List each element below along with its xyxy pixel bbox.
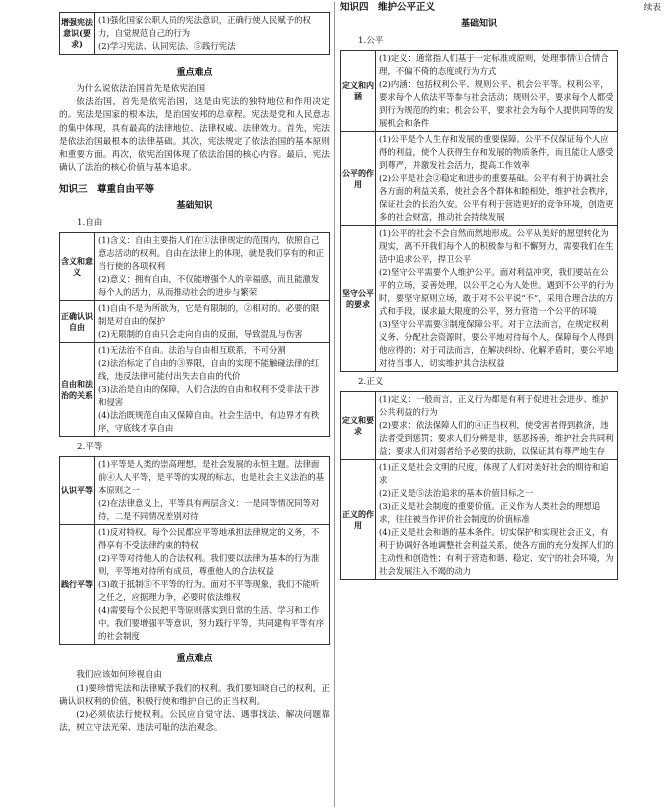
- row-line: (2)法治标定了自由的③界限，自由的实现不能触碰法律的红线，违反法律可能付出失去自由的代价: [98, 358, 320, 382]
- constitution-awareness-table: [59, 12, 330, 55]
- table-row: [341, 392, 618, 460]
- row-line: (1)无法治不自由。法治与自由相互联系，不可分割: [98, 345, 286, 356]
- row-line: (1)定义：一般而言，正义行为都是有利于促进社会进步、维护公共利益的行为: [379, 394, 609, 417]
- table-row: [60, 457, 330, 525]
- column-divider: [334, 2, 335, 807]
- subheading: 2.正义: [358, 377, 384, 387]
- row-header: 正义的作用: [341, 460, 376, 580]
- row-line: (3)敢于抵制⑤不平等的行为。面对不平等现象，我们不能听之任之，应据理力争，必要时依法维权: [98, 579, 320, 603]
- subheading: 1.公平: [358, 36, 384, 46]
- freedom-table: [59, 232, 330, 437]
- row-line: (1)定义：通常指人们基于一定标准或原则，处理事情①合情合理，不偏不倚的态度或行为方式: [379, 53, 609, 76]
- row-header: 认识平等: [60, 457, 95, 525]
- row-body: [95, 233, 330, 301]
- justice-table: [340, 391, 618, 580]
- row-line: (4)法治既规范自由又保障自由。社会生活中，有边界才有秩序，守底线才享自由: [98, 410, 320, 434]
- row-line: (1)公平的社会不会自然而然地形成。公平从美好的愿望转化为现实，离不开我们每个人的积极参与和不懈努力，需要我们在生活中追求公平，捍卫公平: [379, 228, 614, 264]
- left-column: [59, 0, 330, 735]
- row-line: (2)要求：依法保障人们的④正当权利，使受害者得到救济，违法者受到惩罚；要求人们分辨是非，惩恶扬善，维护社会共同利益；要求人们对弱者给予必要的扶助，以保证其有尊严地生存: [379, 420, 614, 456]
- row-line: (1)含义：自由主要指人们在①法律规定的范围内，依照自己意志活动的权利。自由在法律上的体现，就是我们享有的和正当行使的各项权利: [98, 235, 325, 272]
- table-row: [60, 13, 330, 55]
- row-line: (4)正义是社会和谐的基本条件。切实保护和实现社会正义，有利于协调好各地调整社会利益关系，使各方面的充分发挥人们的主动性和创造性；有利于营造和谐、稳定、安宁的社会环境，为社会发展注入不竭的动力: [379, 527, 614, 576]
- row-line: (1)强化国家公职人员的宪法意识，正确行使人民赋予的权力，自觉规范自己的行为: [98, 15, 311, 38]
- key-points-heading: 重点难点: [176, 654, 213, 665]
- equality-table: [59, 456, 330, 645]
- fairness-table: [340, 50, 618, 372]
- row-header: 自由和法治的关系: [60, 343, 95, 437]
- row-header: 含义和意义: [60, 233, 95, 301]
- row-body: [95, 13, 330, 55]
- row-line: (2)在法律意义上，平等具有两层含义：一是同等情况同等对待，二是不同情况差别对待: [98, 498, 320, 522]
- answer-paragraph: 依法治国，首先是依宪治国，这是由宪法的独特地位和作用决定的。宪法是国家的根本法，是治国安邦的总章程。宪法是党和人民意志的集中体现，具有最高的法律地位、法律权威、法律效力。首先，宪法是依法治国最根本的法律基础。其次，宪法规定了依法治国的基本原则和重要方面。再次，依宪治国体现了依法治国的核心内容。最后，宪法确认了法治的核心价值与基本追求。: [59, 97, 330, 174]
- row-line: (1)平等是人类的崇高理想，是社会发展的永恒主题。法律面前④人人平等，是平等的实现的标志，也是社会主义法治的基本原则之一: [98, 459, 325, 496]
- table-row: [341, 226, 618, 372]
- table-row: [60, 525, 330, 645]
- row-line: (2)正义是⑤法治追求的基本价值目标之一: [379, 488, 534, 498]
- row-line: (4)需要每个公民把平等原则落实到日常的生活、学习和工作中。我们要增强平等意识，努力践行平等，共同建构平等有序的社会制度: [98, 605, 325, 642]
- row-header: 定义和内涵: [341, 51, 376, 132]
- row-line: (2)平等对待他人的合法权利。我们要以法律为基本的行为准则，平等地对待所有成员，尊重他人的合法权益: [98, 553, 320, 577]
- section-title: 知识三 尊重自由平等: [59, 184, 155, 196]
- row-header: 定义和要求: [341, 392, 376, 460]
- table-row: [341, 460, 618, 580]
- subheading: 2.平等: [77, 442, 103, 453]
- row-line: (1)自由不是为所欲为，它是有限制的，②相对的。必要的限制是对自由的保护: [98, 303, 320, 327]
- row-line: (3)正义是社会制度的重要价值。正义作为人类社会的理想追求，往往被当作评价社会制度的价值标准: [379, 501, 601, 524]
- answer-paragraph: (1)要珍惜宪法和法律赋予我们的权利。我们要知晓自己的权利，正确认识权利的价值，积极行使和维护自己的正当权利。: [59, 683, 330, 707]
- row-body: [95, 457, 330, 525]
- basic-knowledge-heading: 基础知识: [176, 201, 213, 212]
- basic-knowledge-heading: 基础知识: [460, 19, 497, 29]
- row-body: [376, 460, 618, 580]
- row-body: [95, 301, 330, 343]
- row-body: [376, 392, 618, 460]
- row-line: (2)公平是社会②稳定和进步的重要基础。公平有利于协调社会各方面的利益关系，使社会各个群体和睦相处，维护社会秩序，保证社会的长治久安。公平有利于营造更好的竞争环境，创造更多的社会财富，推动社会持续发展: [379, 173, 614, 222]
- row-body: [376, 132, 618, 226]
- row-line: (2)学习宪法、认同宪法、⑤践行宪法: [98, 41, 236, 51]
- question: 我们应该如何珍视自由: [76, 670, 163, 681]
- row-line: (2)意义：拥有自由，不仅能增强个人的幸福感，而且能激发每个人的活力，从而推动社会的进步与繁荣: [98, 274, 320, 298]
- row-body: [376, 51, 618, 132]
- row-line: (2)无限制的自由只会走向自由的反面，导致混乱与伤害: [98, 329, 303, 340]
- row-line: (1)正义是社会文明的尺度，体现了人们对美好社会的期待和追求: [379, 462, 609, 485]
- row-body: [95, 343, 330, 437]
- row-header: 正确认识自由: [60, 301, 95, 343]
- table-row: [60, 301, 330, 343]
- row-body: [376, 226, 618, 372]
- continued-label: 续表: [643, 3, 661, 13]
- key-points-heading: 重点难点: [176, 68, 213, 78]
- section-title: 知识四 维护公平正义: [340, 2, 436, 13]
- row-line: (2)内涵：包括权利公平、规则公平、机会公平等。权利公平，要求每个人依法平等参与社会活动；规则公平，要求每个人都受到行为规范的约束；机会公平，要求社会为每个人提供同等的发展机会和条件: [379, 79, 614, 128]
- question: 为什么说依法治国首先是依宪治国: [76, 84, 206, 94]
- row-body: [95, 525, 330, 645]
- table-row: [341, 132, 618, 226]
- answer-paragraph: (2)必须依法行使权利。公民应自觉守法、遇事找法、解决问题靠法，树立守法光荣、违法可耻的法治观念。: [59, 710, 330, 734]
- right-column: [340, 0, 618, 580]
- row-line: (3)法治是自由的保障，人们合法的自由和权利不受非法干涉和侵害: [98, 384, 320, 408]
- row-line: (1)公平是个人生存和发展的重要保障。公平不仅保证每个人应得的利益，使个人获得生存和发展的物质条件，而且能让人感受到尊严，并激发社会活力，提高工作效率: [379, 134, 614, 170]
- row-line: (3)坚守公平需要③制度保障公平。对于立法而言，在规定权利义务、分配社会资源时，要公平地对待每个人，保障每个人得到他应得的；对于司法而言，在解决纠纷、化解矛盾时，要公平地对待当事人，切实维护其合法权益: [379, 319, 614, 368]
- row-header: 增强宪法意识(要求): [60, 13, 95, 55]
- row-line: (2)坚守公平需要个人维护公平。面对利益冲突，我们要站在公平的立场，妥善处理，以公平之心为人处世。遇到不公平的行为时，要坚守原则立场，敢于对不公平说“不”，采用合理合法的方式和手段，谋求最大限度的公平，努力营造一个公平的环境: [379, 267, 614, 316]
- table-row: [60, 233, 330, 301]
- table-row: [60, 343, 330, 437]
- row-header: 公平的作用: [341, 132, 376, 226]
- table-row: [341, 51, 618, 132]
- subheading: 1.自由: [77, 218, 103, 229]
- row-header: 坚守公平的要求: [341, 226, 376, 372]
- row-header: 践行平等: [60, 525, 95, 645]
- row-line: (1)反对特权。每个公民都应平等地承担法律规定的义务，不得享有不受法律约束的特权: [98, 527, 320, 551]
